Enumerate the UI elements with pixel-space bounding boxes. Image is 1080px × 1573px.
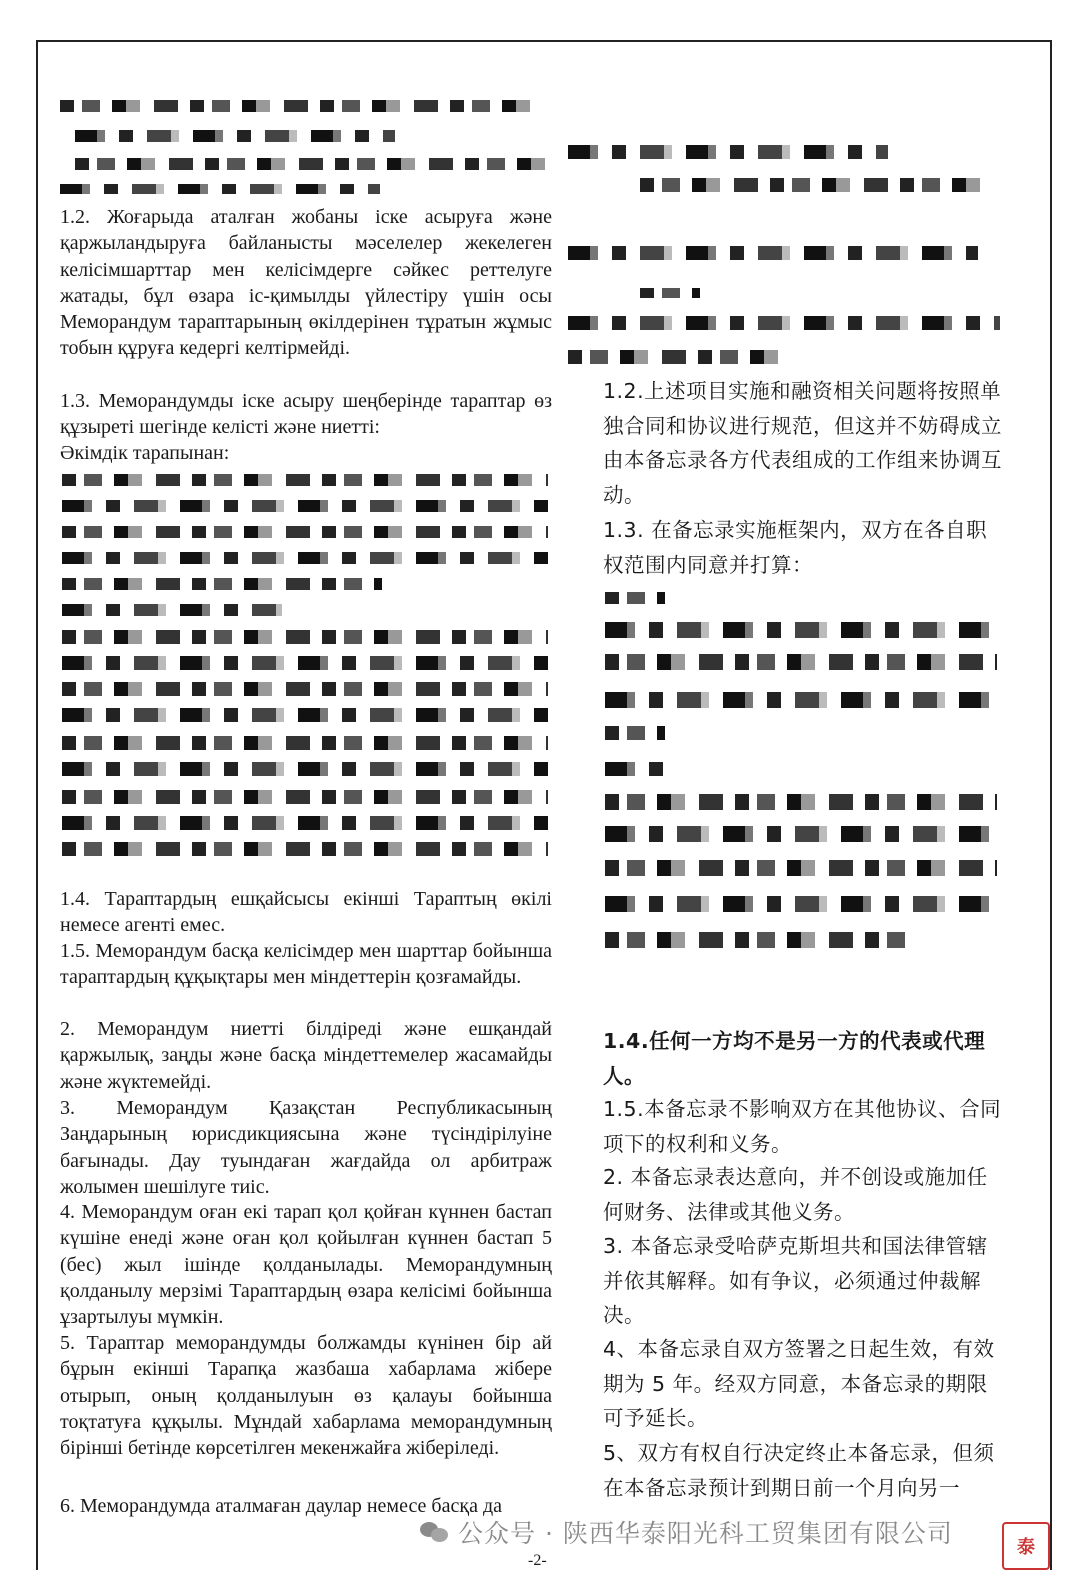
redacted-block <box>75 158 545 170</box>
redacted-block <box>605 794 997 810</box>
redacted-block <box>62 682 548 696</box>
kz-clause-4: 4. Меморандум оған екі тарап қол қойған күннен бастап күшіне енеді және оған қол қойылған күннен бастап 5 (бес) жыл ішінде қолданылады. Меморандумның қолданылу мерзімі Тараптардың өзара келісімі бойынша ұзартылуы мүмкін. <box>60 1201 552 1329</box>
zh-clause-4: 4、本备忘录自双方签署之日起生效，有效期为 5 年。经双方同意，本备忘录的期限可予延长。 <box>603 1337 995 1430</box>
redacted-block <box>568 246 978 260</box>
kz-clause-3: 3. Меморандум Қазақстан Республикасының Заңдарының юрисдикциясына және түсіндірілуіне бағынады. Дау туындаған жағдайда ол арбитраж жолымен шешілуге тиіс. <box>60 1097 552 1198</box>
redacted-block <box>62 656 548 670</box>
zh-clause-3: 3. 本备忘录受哈萨克斯坦共和国法律管辖并依其解释。如有争议，必须通过仲裁解决。 <box>603 1234 988 1327</box>
redacted-block <box>62 630 548 644</box>
redacted-block <box>62 604 282 616</box>
redacted-block <box>568 145 888 159</box>
redacted-block <box>62 474 548 486</box>
kz-clause-1-3: 1.3. Меморандумды іске асыру шеңберінде тараптар өз құзыреті шегінде келісті және ниетті: <box>60 390 552 439</box>
kz-clause-1-4: 1.4. Тараптардың ешқайсысы екінші Тараптың өкілі немесе агенті емес. <box>60 888 552 937</box>
redacted-block <box>605 826 997 842</box>
redacted-block <box>62 552 548 564</box>
zh-clause-1-3: 1.3. 在备忘录实施框架内，双方在各自职权范围内同意并打算： <box>603 518 988 577</box>
redacted-block <box>60 184 380 194</box>
zh-clause-1-2: 1.2.上述项目实施和融资相关问题将按照单独合同和协议进行规范，但这并不妨碍成立由本备忘录各方代表组成的工作组来协调互动。 <box>603 379 1002 507</box>
redacted-block <box>640 288 700 298</box>
zh-clause-1-5: 1.5.本备忘录不影响双方在其他协议、合同项下的权利和义务。 <box>603 1097 1002 1156</box>
redacted-block <box>605 896 997 912</box>
redacted-block <box>62 816 548 830</box>
redacted-block <box>605 622 997 638</box>
redacted-block <box>60 100 530 112</box>
watermark-text: 公众号 · 陕西华泰阳光科工贸集团有限公司 <box>458 1519 953 1548</box>
zh-clause-1-4: 1.4.任何一方均不是另一方的代表或代理人。 <box>603 1029 986 1088</box>
zh-clause-5: 5、双方有权自行决定终止本备忘录，但须在本备忘录预计到期日前一个月向另一 <box>603 1441 995 1500</box>
kz-akimat-side-label: Әкімдік тарапынан: <box>60 442 230 464</box>
redacted-block <box>62 762 548 776</box>
zh-clause-2: 2. 本备忘录表达意向，并不创设或施加任何财务、法律或其他义务。 <box>603 1165 988 1224</box>
redacted-block <box>568 316 1000 330</box>
redacted-block <box>640 178 985 192</box>
redacted-block <box>75 130 395 142</box>
watermark-bar <box>420 1508 953 1556</box>
kz-clause-1-2: 1.2. Жоғарыда аталған жобаны іске асыруға және қаржыландыруға байланысты мәселелер жекелеген келісімшарттар мен келісімдерге сәйкес реттелуге жатады, бұл өзара іс-қимылды үйлестіру үшін осы Меморандум тараптарының өкілдерінен тұратын жұмыс тобын құруға кедергі келтірмейді. <box>60 206 552 360</box>
page-number: -2- <box>528 1552 547 1569</box>
redacted-block <box>62 526 548 538</box>
redacted-block <box>605 592 665 604</box>
redacted-block <box>605 762 665 776</box>
redacted-block <box>62 708 548 722</box>
wechat-icon <box>420 1520 450 1544</box>
redacted-block <box>605 654 997 670</box>
redacted-block <box>605 692 997 708</box>
redacted-block <box>568 350 788 364</box>
redacted-block <box>62 790 548 804</box>
redacted-block <box>62 842 548 856</box>
kz-clause-2: 2. Меморандум ниетті білдіреді және ешқандай қаржылық, заңды және басқа міндеттемелер жасамайды және жүктемейді. <box>60 1018 552 1093</box>
redacted-block <box>605 860 997 876</box>
kz-clause-5: 5. Тараптар меморандумды болжамды күнінен бір ай бұрын екінші Тарапқа жазбаша хабарлама жібере отырып, оның қолданылуын өз қалауы бойынша тоқтатуға құқылы. Мұндай хабарлама меморандумның бірінші бетінде көрсетілген мекенжайға жіберіледі. <box>60 1332 552 1460</box>
redacted-block <box>62 500 548 512</box>
redacted-block <box>62 736 548 750</box>
corner-logo: 泰 <box>1002 1522 1050 1570</box>
redacted-block <box>605 932 905 948</box>
redacted-block <box>62 578 382 590</box>
redacted-block <box>605 726 665 740</box>
kz-clause-1-5: 1.5. Меморандум басқа келісімдер мен шарттар бойынша тараптардың құқықтары мен міндеттерін қозғамайды. <box>60 940 552 989</box>
kz-clause-6: 6. Меморандумда аталмаған даулар немесе басқа да <box>60 1495 503 1517</box>
